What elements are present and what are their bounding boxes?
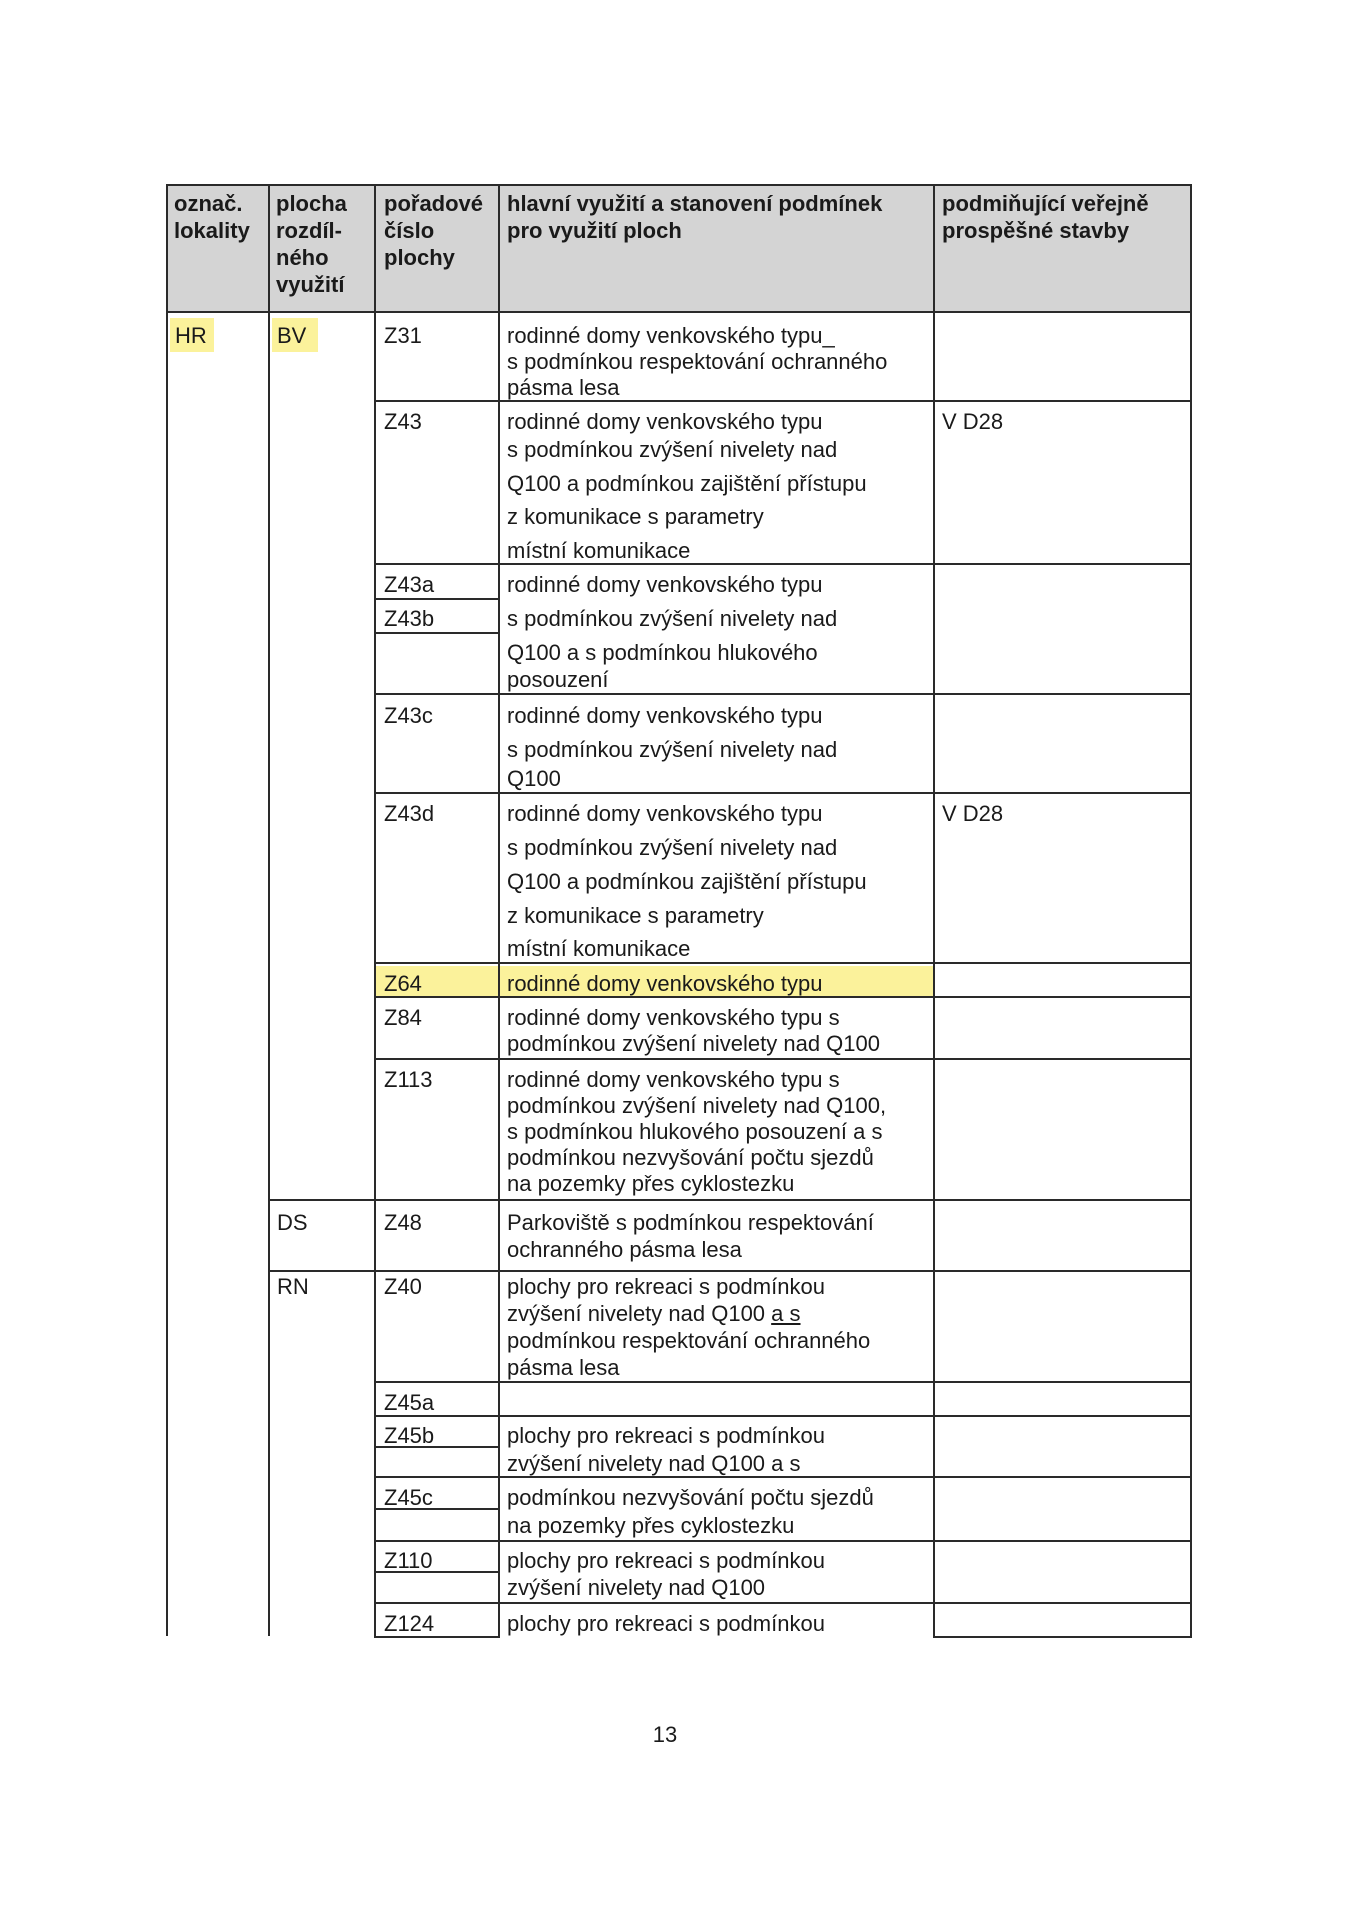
locality-code: HR [175,323,207,348]
row-text-line: plochy pro rekreaci s podmínkou [507,1548,825,1573]
header-col1-line2: lokality [174,218,250,243]
row-text-line: podmínkou nezvyšování počtu sjezdů [507,1145,874,1170]
header-col5-line2: prospěšné stavby [942,218,1130,243]
row-text-line: plochy pro rekreaci s podmínkou [507,1274,825,1299]
row-id: Z84 [384,1005,422,1030]
header-col3-line1: pořadové [384,191,484,216]
row-text-line: pásma lesa [507,1355,620,1380]
row-id: Z45a [384,1390,435,1415]
row-id: Z45b [384,1423,435,1448]
row-text-line: Parkoviště s podmínkou respektování [507,1210,874,1235]
row-id: Z43c [384,703,433,728]
row-text-line: rodinné domy venkovského typu_ [507,323,835,348]
row-text-line: podmínkou zvýšení nivelety nad Q100 [507,1031,881,1056]
row-text-line: z komunikace s parametry [507,903,764,928]
row-text-line: posouzení [507,667,609,692]
row-text-line: s podmínkou zvýšení nivelety nad [507,835,838,860]
group-code-rn: RN [277,1274,309,1299]
vps-value: V D28 [942,801,1004,826]
row-text-line: Q100 a podmínkou zajištění přístupu [507,869,867,894]
row-id: Z124 [384,1611,435,1636]
row-text-line: s podmínkou hlukového posouzení a s [507,1119,883,1144]
row-id: Z43 [384,409,422,434]
header-col1-line1: označ. [174,191,243,216]
row-text-line: rodinné domy venkovského typu [507,572,823,597]
row-id: Z43a [384,572,435,597]
row-text-line: ochranného pásma lesa [507,1237,742,1262]
row-id: Z43d [384,801,435,826]
row-id: Z113 [384,1067,433,1092]
row-id: Z64 [384,971,422,996]
header-col5-line1: podmiňující veřejně [942,191,1149,216]
row-text-line: podmínkou respektování ochranného [507,1328,871,1353]
row-text-line: pásma lesa [507,375,620,400]
row-text-line: rodinné domy venkovského typu [507,971,823,996]
header-col2-line1: plocha [276,191,347,216]
row-id: Z45c [384,1485,433,1510]
row-text-line: plochy pro rekreaci s podmínkou [507,1423,825,1448]
page-number: 13 [652,1722,678,1747]
row-text-line: zvýšení nivelety nad Q100 a s [507,1451,801,1476]
row-text-line: na pozemky přes cyklostezku [507,1171,795,1196]
row-text-line: s podmínkou zvýšení nivelety nad [507,606,838,631]
row-text-part: zvýšení nivelety nad Q100 [507,1301,772,1326]
underlined-text: a s [771,1301,801,1326]
row-text-line: Q100 [507,766,561,791]
row-text-line: z komunikace s parametry [507,504,764,529]
row-id: Z110 [384,1548,433,1573]
row-text-line [507,1300,801,1327]
row-text-line: s podmínkou respektování ochranného [507,349,888,374]
row-text-line: podmínkou nezvyšování počtu sjezdů [507,1485,874,1510]
row-id: Z43b [384,606,435,631]
row-text-line: místní komunikace [507,538,691,563]
vps-value: V D28 [942,409,1004,434]
row-text-line: rodinné domy venkovského typu s [507,1067,840,1092]
header-col2-line2: rozdíl- [276,218,342,243]
header-col4-line2: pro využití ploch [507,218,682,243]
row-text-line: plochy pro rekreaci s podmínkou [507,1611,825,1636]
row-text-line: rodinné domy venkovského typu [507,801,823,826]
row-id: Z31 [384,323,422,348]
row-text-line: s podmínkou zvýšení nivelety nad [507,437,838,462]
header-col4-line1: hlavní využití a stanovení podmínek [507,191,883,216]
row-text-line: místní komunikace [507,936,691,961]
header-col3-line2: číslo [384,218,435,243]
row-text-line: s podmínkou zvýšení nivelety nad [507,737,838,762]
header-col3-line3: plochy [384,245,455,270]
row-text-line: rodinné domy venkovského typu [507,409,823,434]
row-text-line: rodinné domy venkovského typu [507,703,823,728]
group-code-ds: DS [277,1210,308,1235]
row-text-line: na pozemky přes cyklostezku [507,1513,795,1538]
row-id: Z48 [384,1210,422,1235]
row-id: Z40 [384,1274,422,1299]
row-text-line: rodinné domy venkovského typu s [507,1005,840,1030]
header-col2-line4: využití [276,272,345,297]
row-text-line: zvýšení nivelety nad Q100 [507,1575,766,1600]
header-col2-line3: ného [276,245,329,270]
row-text-line: Q100 a podmínkou zajištění přístupu [507,471,867,496]
group-code-bv: BV [277,323,307,348]
row-text-line: podmínkou zvýšení nivelety nad Q100, [507,1093,887,1118]
row-text-line: Q100 a s podmínkou hlukového [507,640,818,665]
